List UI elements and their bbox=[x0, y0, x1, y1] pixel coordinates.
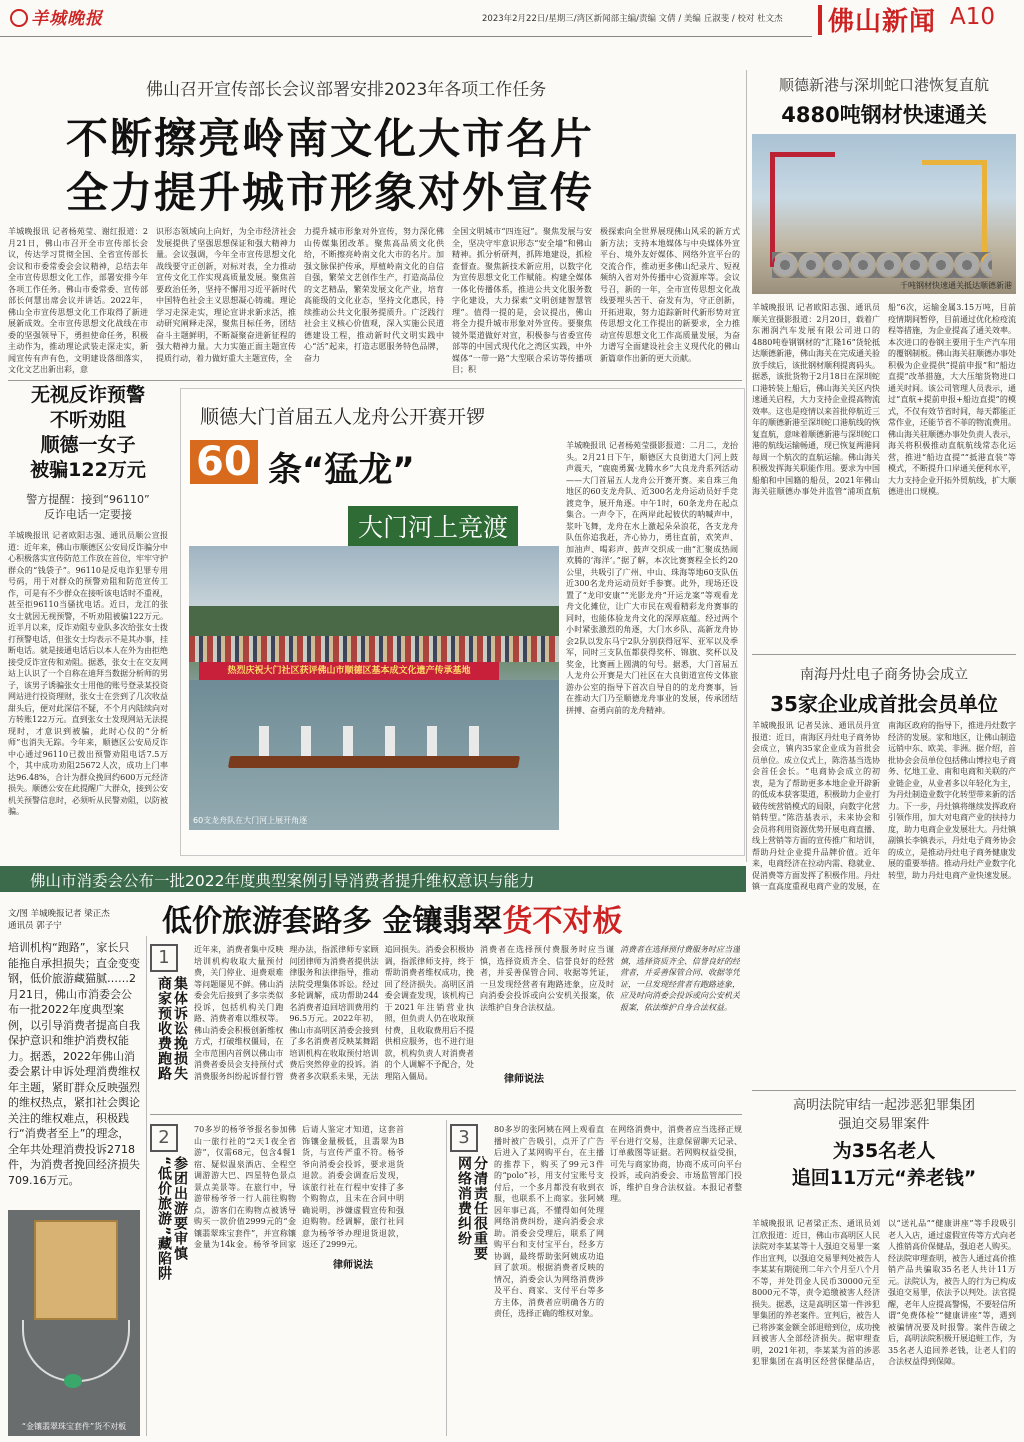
dragon-kicker: 顺德大门首届五人龙舟公开赛开锣 bbox=[200, 406, 486, 428]
masthead bbox=[0, 0, 1024, 62]
riverbank-trees bbox=[189, 606, 559, 636]
case-2-body: 70多岁的杨爷爷报名参加佛山一旅行社的“2天1夜全省游”，仅需68元，包含4餐1宿、疑似温泉酒店、全程空调游游大巴、四星特色景点景点美景等。在旅行中，导游带杨爷爷一行人前往购物点，游客们在购物点被诱导购买一款价值2999元的“金镶翡翠珠宝套件”，并宣称镶金量为14k金。杨爷爷回家后请人鉴定才知道，这套首饰镶金量极低，且翡翠为B货，与宣传严重不符。杨爷爷向消委会投诉，要求退货退款。消委会调查后发现，该旅行社在行程中安排了多个购物点，且未在合同中明确说明，涉嫌虚假宣传和强迫购物。经调解，旅行社同意为杨爷爷办理退货退款，返还了2999元。 bbox=[194, 1125, 404, 1249]
consumer-title bbox=[162, 896, 622, 940]
case-1-lawyer-label: 律师说法 bbox=[504, 1074, 544, 1085]
divider bbox=[8, 380, 742, 381]
fraud-body: 羊城晚报讯 记者欧阳志强、通讯员顺公宣报道：近年来，佛山市顺德区公安局反诈骗分中心积极落实宣传防范工作放在首位，牢牢守护群众的“钱袋子”。96110是反电诈犯罪专用号码，用于对群众的预警劝阻和防范宣传工作，可是有不少群众在接听该电话时不重视，甚至拒96110当骚扰电话。近日，龙江的张女士就因无视预警，不听劝阻被骗122万元。近半月以来，反诈劝阻专业队多次给张女士拨打预警电话，但张女士均表示不是其办事，挂断电话。就是接通电话后以本人在外为由拒绝接受反诈宣传和劝阻。据悉，张女士在交友网站上认识了一个自称在迪拜当数据分析师的男子，该男子诱骗张女士用他的账号登录某投资网站进行投资理财，张女士在尝到了几次收益甜头后，便对此深信不疑，不个月内陆续向对方转账122万元。直到张女士发现网站无法提现时，才意识到被骗，此时心仪的“分析师”也消失无踪。今年来，顺德区公安局反诈中心通过96110已拨出预警劝阻电话7.5万个，其中成功劝阻25672人次，成功上门率达96.48%，合计为群众挽回约600万元经济损失。顺德公安在此提醒广大群众，接到公安机关预警信息时，必须听从民警劝阻，以防被骗。 bbox=[8, 531, 168, 816]
page-number: A10 bbox=[950, 4, 996, 30]
lead-kicker: 佛山召开宣传部长会议部署安排2023年各项工作任务 bbox=[146, 80, 547, 100]
lead-body-col-1: 羊城晚报讯 记者杨苑莹、谢红报道：2月21日，佛山市召开全市宣传部长会议，传达学习贯彻全国、全省宣传部长会议和市委常委会会议精神，总结去年全市宣传思想文化工作，部署安排今年各项工作任务。佛山市委常委、宣传部部长何慧出席会议并讲话。2022年，佛山全市宣传思想文化工作取得了新进展新成效。全市宣传思想文化战线在市委的坚强领导下，勇担使命任务，积极主动作为，推动理论武装走深走实，新闻宣传有声有色，文明建设落细落实，文化文艺出新出彩，意 bbox=[8, 227, 148, 374]
ecommerce-headline bbox=[752, 664, 1016, 717]
case-2-number: 2 bbox=[150, 1124, 178, 1152]
dragon-boat bbox=[228, 756, 520, 768]
photo-caption: 60支龙舟队在大门河上展开角逐 bbox=[193, 816, 308, 825]
logo-emblem-icon bbox=[10, 9, 28, 27]
consumer-title-a: 低价旅游套路多 金镶翡翠 bbox=[162, 904, 503, 939]
case-2-title: “低价旅游”藏陷阱 bbox=[156, 1156, 172, 1282]
ecommerce-body: 羊城晚报讯 记者吴泳、通讯员丹宣报道：近日，南海区丹灶电子商务协会成立，镇内35家企业成为首批会员单位。成立仪式上，陈浩基当选协会首任会长。“电商协会成立的初衷，是为了帮助更多本地企业开辟新的低成本获客渠道，积极助力企业打破传统营销模式的局限，向数字化营销转型。”陈浩基表示，未来协会和会员将利用资源优势开展电商直播、线上营销等方面的宣传推广和培训，帮助丹灶企业提升品牌价值。近年来，电商经济在拉动内需、稳就业、促消费等方面发挥了积极作用。丹灶镇一直高度重视电商产业的发展，在南海区政府的指导下，推进丹灶数字经济的发展。家和地区，让佛山制造远销中东、欧美、非洲。据介绍，首批协会会员单位包括佛山博拉电子商务、忆地工业、南和电商和关联的产业链企业，从业者多以年轻化为主，为丹灶制造业数字化转型带来新的活力。下一步，丹灶镇将继续发挥政府引领作用，加大对电商产业的扶持力度，助力电商企业发展壮大。丹灶镇副镇长李镇表示，丹灶电子商务协会的成立，是推动丹灶电子商务健康发展的重要举措。推动丹灶产业数字化转型，助力丹灶电商产业快速发展。 bbox=[752, 721, 1016, 891]
dragon-title: 条“猛龙” bbox=[268, 450, 415, 490]
fraud-title-1: 无视反诈预警 bbox=[30, 384, 145, 406]
necklace bbox=[22, 1320, 130, 1382]
elderly-title-3: 为35名老人 bbox=[832, 1140, 936, 1162]
divider bbox=[446, 1120, 447, 1436]
case-1-body: 近年来，消费者集中反映培训机构收取大量预付费，关门停业、退费艰难等问题屡见不鲜。佛山消委会先后接到了多宗类似投诉，包括机构关门跑路、消费者难以维权等。佛山消委会积极创新维权方式，打破维权僵局，在全市范围内首例以佛山市消费者委员会支持预付式消费服务纠纷起诉督行管理办法，指派律师专家顾问团律师为消费者提供法律服务和法律指导，推动法院受理集体诉讼。经过多轮调解，成功帮助244名消费者追回培训费用约96.5万元。2022年初，佛山市高明区消委会接到了多名消费者反映某舞蹈培训机构在收取预付培训费后突然停业的投诉。消费者多次联系未果，无法追回损失。消委会积极协调，指派律师支持，终于帮助消费者维权成功，挽回了经济损失。高明区消委会调查发现，该机构已于2021年注销营业执照，但负责人仍在收取预付费，且收取费用后不提供相应服务，也不进行退款，机构负责人对消费者的个人调解不予配合，处理陷入僵局。 bbox=[194, 945, 474, 1081]
port-title-2: 4880吨钢材快速通关 bbox=[781, 103, 987, 127]
jewelry-box bbox=[34, 1220, 118, 1320]
case-1-title: 商家预收费跑路 bbox=[156, 976, 172, 1081]
case-1-number: 1 bbox=[150, 944, 178, 972]
crane bbox=[770, 152, 835, 267]
divider bbox=[746, 70, 747, 862]
divider bbox=[146, 936, 147, 1436]
elderly-title-2: 强迫交易罪案件 bbox=[838, 1117, 930, 1132]
elderly-title-4: 追回11万元“养老钱” bbox=[791, 1167, 977, 1189]
case-3-lawyer-body: 在网络消费中，消费者应当选择正规平台进行交易，注意保留聊天记录、订单截图等证据。若网购权益受损，可先与商家协商，协商不成可向平台投诉，或向消委会、市场监管部门投诉，维护自身合法权益。本报记者整理。 bbox=[610, 1125, 742, 1203]
byline-2: 通讯员 郭子宁 bbox=[8, 921, 62, 931]
byline-1: 文/图 羊城晚报记者 梁正杰 bbox=[8, 909, 110, 919]
issue-meta: 2023年2月22日/星期三/湾区新闻部主编/责编 文倩 / 美编 丘淑斐 / 校对 杜文杰 bbox=[482, 14, 783, 24]
port-headline bbox=[752, 74, 1016, 129]
consumer-title-b: 货不对板 bbox=[502, 904, 623, 939]
port-title-1: 顺德新港与深圳蛇口港恢复直航 bbox=[778, 76, 989, 94]
elderly-body: 羊城晚报讯 记者梁正杰、通讯员刘江欣报道：近日，佛山市高明区人民法院对李某某等十人强迫交易罪一案作出宣判，以强迫交易罪判处被告人李某某有期徒刑二年六个月至八个月不等，并处罚金人民币30000元至8000元不等，责令追缴被害人经济损失。据悉，这是高明区第一件涉犯罪集团的养老案件。宣判后，被告人已将涉案金额全部退赔到位，成功挽回被害人全部经济损失。据审理查明，2021年初，李某某为首的涉恶犯罪集团在高明区经营保健品店，以“送礼品”“健康讲座”等手段吸引老人入店，通过虚假宣传等方式向老人推销高价保健品，强迫老人购买。经法院审理查明，被告人通过高价推销产品共骗取35名老人共计11万元。法院认为，被告人的行为已构成强迫交易罪，依法予以判处。法官提醒，老年人应提高警惕，不要轻信所谓“免费体检”“健康讲座”等，遇到被骗情况要及时报警。案件告破之后，高明法院积极开展追赃工作，为35名老人追回养老钱，让老人们的合法权益得到保障。 bbox=[752, 1219, 1016, 1366]
fraud-deck-2: 反诈电话一定要接 bbox=[44, 508, 132, 521]
divider bbox=[752, 654, 1016, 655]
logo-text: 羊城晚报 bbox=[31, 9, 103, 29]
masthead-rule bbox=[0, 36, 812, 37]
consumer-intro: 培训机构“跑路”，家长只能拖自承担损失；直金变变钢，低价旅游藏猫腻……2月21日，佛山市消委会公布一批2022年度典型案例，以引导消费者提高自我保护意识和维护消费权能力。据悉，2022年佛山消委会累计申诉处理消费维权年主题，紧盯群众反映强烈的维权热点，紧扣社会舆论关注的维权难点，积极践行“消费者至上”的理念，全年共处理消费投诉2718件，为消费者挽回经济损失709.16万元。 bbox=[8, 941, 140, 1187]
fraud-title-3: 顺德一女子 bbox=[40, 434, 136, 456]
ecommerce-title-2: 35家企业成首批会员单位 bbox=[770, 692, 998, 716]
case-3-number: 3 bbox=[450, 1124, 478, 1152]
fraud-headline bbox=[8, 383, 168, 483]
lead-body-col-5: 极探索向全世界展现佛山风采的新方式新方法；支持本地媒体与中央媒体外宣平台、境外友好媒体、网络外宣平台的交流合作，推动更多佛山纪录片、短视频纳入省对外传播中心资源库等。会议号召，新的一年，全市宣传思想文化战线要埋头苦干、奋发有为，守正创新，开拓进取，努力追踪新时代新形势对宣传思想文化工作提出的新要求，全力推动宣传思想文化工作高质量发展，为奋力谱写全面建设社会主义现代化的佛山新篇章作出新的更大贡献。 bbox=[600, 227, 740, 363]
case-2-subtitle: 参团出游要审慎 bbox=[172, 1156, 188, 1261]
fraud-title-2: 不听劝阻 bbox=[49, 409, 126, 431]
lead-body-col-2: 识形态领域向上向好，为全市经济社会发展提供了坚强思想保证和强大精神力量。会议强调，今年全市宣传思想文化战线要守正创新，对标对表，全力推动宣传文化工作实现高质量发展。聚焦首要政治任务，坚持不懈用习近平新时代中国特色社会主义思想凝心铸魂。理论学习走深走实，理论宣讲求新求活，推动研究阐释走深，聚焦目标任务，团结奋斗主题鲜明，不断凝聚奋进新征程的强大精神力量。大力实施正面主题宣传提质行动，着力做好重大主题宣传，全 bbox=[156, 227, 296, 363]
newspaper-logo[interactable] bbox=[10, 4, 103, 29]
fraud-deck bbox=[8, 492, 168, 522]
rowers bbox=[259, 726, 489, 756]
case-1-subtitle: 集体诉讼挽损失 bbox=[172, 976, 188, 1081]
dragon-body: 羊城晚报讯 记者杨苑莹摄影报道：二月二，龙抬头。2月21日下午，顺德区大良街道大门河上鼓声震天，“鹿鹿勇翼·龙腾水乡”大良龙舟系列活动——大门首届五人龙舟公开赛开赛。来自珠三角地区的60支龙舟队、近300名龙舟运动员好手竞渡竞争，展开角逐。中午1时，60条龙舟在起点集合。一声令下，在两岸此起彼伏的呐喊声中，浆叶飞舞，龙舟在水上激起朵朵浪花，各支龙舟队伍你追我赶，齐心协力，勇往直前，欢笑声、加油声、喝彩声、鼓声交织成一曲“汇聚成热闹欢腾的‘海洋’。”据了解，本次比赛赛程全长约20公里，共吸引了广州、中山、珠海等地60支队伍近300名龙舟运动员好手参赛。此外，现场还设置了“龙印安康”“光影龙舟”开运龙案”等观看龙舟文化摊位，让广大市民在观看精彩龙舟赛事的同时，也能体验龙舟文化的深厚底蕴。经过两个小时紧张激烈的角逐，大门水乡队、高新龙舟协会2队以发东马宁2队分别获得冠军、亚军以及季军，同时三支队伍都获得奖杯、锦旗、奖杯以及奖金，比赛画上圆满的句号。据悉，大门首届五人龙舟公开赛是大门社区在大良街道宣传文体旅游办公室的指导下首次自导自的的龙舟赛事，旨在推动大门乃至顺德龙舟事业的发展，传承团结拼搏、奋勇向前的龙舟精神。 bbox=[566, 441, 738, 715]
lead-body-col-4: 全国文明城市“四连冠”。聚焦发展与安全，坚决守牢意识形态“安全墙”和佛山精神。抓分析研判，抓阵地建设，抓检查督查。聚焦新技术新应用，以数字化为宣传思想文化工作赋能。构建全媒体一体化传播体系，推进公共文化服务数字化建设，大力探索“文明创建智慧管理”。值得一提的是，会议提出，佛山将全力提升城市形象对外宣传。要聚焦镜外渠道做好对宣，积极参与省委宣传部等的中国式现代化之湾区实践，中外媒体“一带一路”大型联合采访等传播项目；积 bbox=[452, 227, 592, 374]
case-3-title: 网络消费纠纷 bbox=[456, 1156, 472, 1246]
consumer-banner-text: 佛山市消委会公布一批2022年度典型案例引导消费者提升维权意识与能力 bbox=[30, 872, 535, 890]
dragon-boat-photo bbox=[189, 546, 559, 830]
jewelry-caption: “金镶翡翠珠宝套件”货不对板 bbox=[21, 1422, 127, 1431]
section-title: 佛山新闻 bbox=[828, 7, 937, 37]
case-1-lawyer-body: 消费者在选择预付费服务时应当谨慎，选择资质齐全、信誉良好的经营者，并妥善保管合同、收据等凭证，一旦发现经营者有跑路迹象，应及时向消委会投诉或向公安机关报案，依法维护自身合法权益。 bbox=[480, 945, 614, 1012]
jade-pendant bbox=[64, 1374, 82, 1388]
ecommerce-title-1: 南海丹灶电子商务协会成立 bbox=[800, 667, 968, 683]
case-3-subtitle: 分清责任很重要 bbox=[472, 1156, 488, 1261]
section-marker-bar bbox=[818, 5, 822, 35]
consumer-byline bbox=[8, 908, 110, 932]
case-3-body: 80多岁的张阿姨在网上观看直播时被广告吸引，点开了广告后进入了某网购平台，在主播的推荐下，购买了99元3件的“polo”衫，用支付宝账号支付后，一个多月都没有收到衣服，也联系不上商家。张阿姨因年事已高，不懂得如何处理网络消费纠纷，遂向消委会求助。消委会受理后，联系了网购平台和支付宝平台，经多方协调，最终帮助张阿姨成功追回了款项。根据消费者反映的情况，消委会认为网络消费涉及平台、商家、支付平台等多方主体，消费者应明确各方的责任，选择正确的维权对象。 bbox=[494, 1125, 604, 1318]
crane bbox=[922, 160, 987, 267]
port-body: 羊城晚报讯 记者欧阳志强、通讯员顺关宣摄影报道：2月20日，载着广东湘润汽车发展有限公司进口的4880吨卷钢钢材的“汇隆16”货轮抵达顺德新港，佛山海关在完成通关验放手续后，该批钢材顺利提离码头。据悉，该批货物于2月18日在深圳蛇口港转装上船后，佛山海关关区内快速通关启程，大力支持企业提高物流效率。这也是疫情以来首批停航近三年的顺德新港至深圳蛇口港航线的恢复直航，意味着顺德新港与深圳蛇口港的航线运输畅通，现已恢复两港间每周一个航次的直航运输。佛山海关积极发挥海关职能作用。要求为中国船舶和中国籍的船员，2021年佛山海关驻顺德办事处并监管“浦项直航船”6次，运输金属3.15万吨，目前疫情期间暂停，目前通过优化检疫流程等措施，为企业提高了通关效率。本次进口的卷钢主要用于生产汽车用的覆钢制板。佛山海关驻顺德办事处积极为企业提供“提前申报”和“船边直提”改革措施，大大压缩货物进口通关时间。该公司管理人员表示，通过“直航+提前申报+船边直提”的模式，不仅有效节省时间，每天都能正常作业，还能节省不菲的物流费用。佛山海关驻顺德办事处负责人表示，海关将积极推动直航航线常态化运营，推进“船边直提”“抵港直装”等模式，不断提升口岸通关便利水平，大力支持企业开拓外贸航线，扩大顺德进出口规模。 bbox=[752, 303, 1016, 496]
divider bbox=[752, 1090, 1016, 1091]
case-1-lawyer-body-cont: 消费者在选择预付费服务时应当谨慎，选择资质齐全、信誉良好的经营者，并妥善保管合同、收据等凭证，一旦发现经营者有跑路迹象，应及时向消委会投诉或向公安机关报案，依法维护自身合法权益。 bbox=[620, 945, 740, 1012]
festival-banner: 热烈庆祝大门社区获评佛山市顺德区基本成文化遗产传承基地 bbox=[199, 662, 499, 680]
elderly-title-1: 高明法院审结一起涉恶犯罪集团 bbox=[792, 1098, 975, 1113]
crowd-bank bbox=[189, 636, 559, 662]
divider bbox=[150, 1114, 742, 1115]
port-photo-caption: 千吨钢材快速通关抵达顺德新港 bbox=[900, 281, 1012, 290]
dragon-number: 60 bbox=[190, 440, 258, 484]
elderly-headline bbox=[752, 1094, 1016, 1190]
fraud-deck-1: 警方提醒：接到“96110” bbox=[26, 493, 150, 506]
lead-title-2: 全力提升城市形象对外宣传 bbox=[66, 168, 595, 217]
steel-coils bbox=[772, 252, 992, 278]
lead-body-col-3: 力提升城市形象对外宣传，努力深化佛山传媒集团改革。聚焦高品质文化供给，不断擦亮岭南文化大市的名片。加强文脉保护传承，厚植岭南文化的自信自强，繁荣文艺创作生产，打造高品位的文艺精品，繁荣发展文化产业，培育高能级的文化业态，坚持文化惠民，持续推动公共文化服务提质升。广泛践行社会主义核心价值观，深入实施公民道德建设工程，推动新时代文明实践中心“活”起来，打造志愿服务特色品牌，奋力 bbox=[304, 227, 444, 363]
port-photo bbox=[752, 134, 1016, 294]
dragon-subtitle: 大门河上竞渡 bbox=[348, 506, 518, 546]
jewelry-photo bbox=[8, 1210, 140, 1436]
fraud-title-4: 被骗122万元 bbox=[30, 459, 146, 481]
case-2-lawyer-label: 律师说法 bbox=[330, 1256, 376, 1271]
lead-title-1: 不断擦亮岭南文化大市名片 bbox=[66, 114, 595, 163]
